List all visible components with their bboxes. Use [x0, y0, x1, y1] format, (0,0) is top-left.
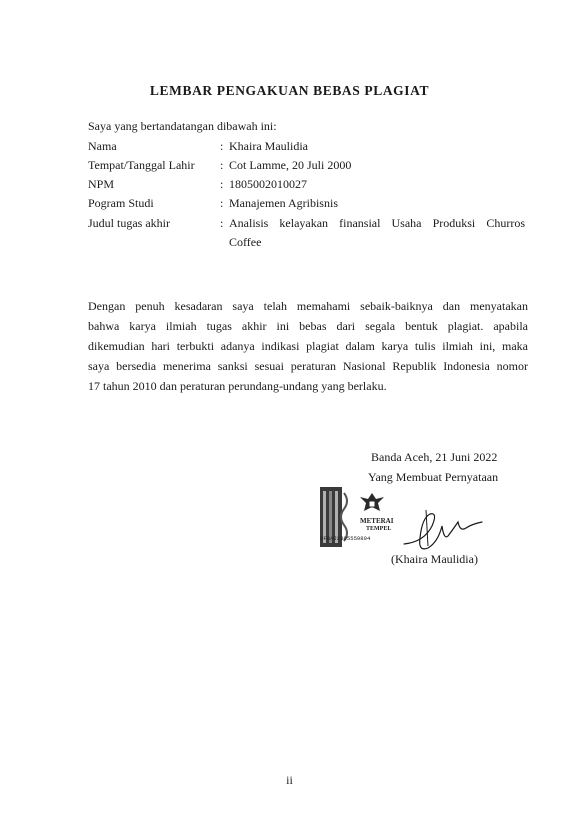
statement-paragraph: [88, 296, 528, 396]
stamp-text2: TEMPEL: [366, 526, 392, 532]
handwritten-signature: [396, 500, 486, 560]
field-value-judul-cont: Coffee: [229, 235, 262, 249]
field-label-judul: Judul tugas akhir: [88, 216, 170, 230]
field-value-prodi: Manajemen Agribisnis: [229, 196, 338, 210]
page-number: ii: [286, 773, 293, 787]
signer-name: (Khaira Maulidia): [391, 552, 478, 566]
statement-line: Dengan penuh kesadaran saya telah memahami sebaik-baiknya dan menyatakan: [88, 299, 528, 313]
stamp-text: METERAI: [360, 517, 394, 525]
stamp-serial: 8FBAJX805559894: [320, 535, 371, 542]
statement-line: bahwa karya ilmiah tugas akhir ini bebas dari segala bentuk plagiat. apabila: [88, 319, 528, 333]
field-value-nama: Khaira Maulidia: [229, 139, 308, 153]
field-colon: :: [220, 177, 224, 191]
signer-role: Yang Membuat Pernyataan: [368, 470, 499, 484]
garuda-emblem-icon: [360, 493, 384, 511]
field-colon: :: [220, 216, 224, 230]
field-label-ttl: Tempat/Tanggal Lahir: [88, 158, 195, 172]
field-colon: :: [220, 196, 224, 210]
statement-line: saya bersedia menerima sanksi sesuai peraturan Nasional Republik Indonesia nomor: [88, 359, 528, 373]
field-colon: :: [220, 158, 224, 172]
field-label-nama: Nama: [88, 139, 117, 153]
field-colon: :: [220, 139, 224, 153]
page-title: LEMBAR PENGAKUAN BEBAS PLAGIAT: [149, 83, 430, 98]
field-value-npm: 1805002010027: [229, 177, 307, 191]
place-date: Banda Aceh, 21 Juni 2022: [371, 450, 498, 464]
field-label-prodi: Pogram Studi: [88, 196, 154, 210]
intro-text: Saya yang bertandatangan dibawah ini:: [88, 119, 277, 133]
field-value-judul: Analisis kelayakan finansial Usaha Produksi Churros: [229, 216, 525, 230]
field-value-ttl: Cot Lamme, 20 Juli 2000: [229, 158, 352, 172]
statement-line: 17 tahun 2010 dan peraturan perundang-undang yang berlaku.: [88, 379, 387, 393]
statement-line: dikemudian hari terbukti adanya indikasi plagiat dalam karya tulis ilmiah ini, maka: [88, 339, 528, 353]
field-label-npm: NPM: [88, 177, 115, 191]
